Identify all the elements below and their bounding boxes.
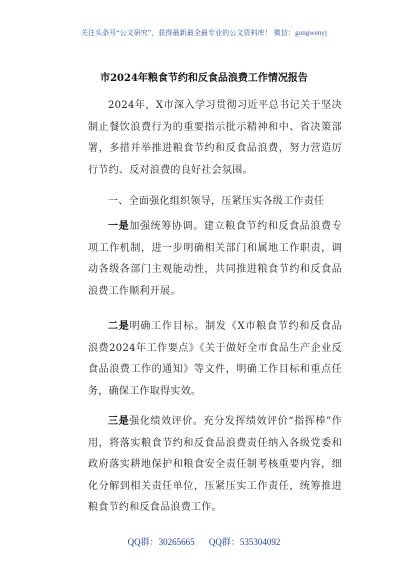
item-lead-1: 一是 [108, 221, 130, 232]
item-paragraph-3 [88, 411, 342, 519]
intro-paragraph: 2024年，X市深入学习贯彻习近平总书记关于坚决制止餐饮浪费行为的重要指示批示精神和中、省决策部署，多措并举推进粮食节约和反食品浪费，努力营造厉行节约、反对浪费的良好社会氛围。 [88, 100, 342, 176]
item-lead-3: 三是 [108, 416, 130, 427]
item-text-1: 加强统筹协调。建立粮食节约和反食品浪费专项工作机制，进一步明确相关部门和属地工作职责，调动各级各部门主观能动性，共同推进粮食节约和反食品浪费工作顺利开展。 [88, 221, 342, 297]
item-text-2: 明确工作目标。制发《X市粮食节约和反食品浪费2024年工作要点》《关于做好全市食品生产企业反食品浪费工作的通知》等文件，明确工作目标和重点任务，确保工作取得实效。 [88, 321, 342, 397]
item-lead-2: 二是 [108, 321, 130, 332]
document-title: 市2024年粮食节约和反食品浪费工作情况报告 [100, 73, 308, 84]
item-paragraph-2 [88, 316, 342, 402]
footer-qq-group-1: QQ群：30265665 [127, 537, 195, 547]
footer-contact [0, 535, 408, 548]
header-promo-note: 关注头条号“公文研究”，获得最新最全最专业的公文资料库！ 微信：gongwenyj [80, 29, 328, 37]
footer-qq-group-2: QQ群：535304092 [208, 537, 281, 547]
item-paragraph-1 [88, 216, 342, 302]
item-text-3: 强化绩效评价。充分发挥绩效评价“指挥棒”作用，将落实粮食节约和反食品浪费责任纳入各级党委和政府落实耕地保护和粮食安全责任制考核重要内容，细化分解到相关责任单位，压紧压实工作责任，统筹推进粮食节约和反食品浪费工作。 [88, 416, 342, 513]
section-heading-1: 一、全面强化组织领导，压紧压实各级工作责任 [108, 196, 325, 207]
